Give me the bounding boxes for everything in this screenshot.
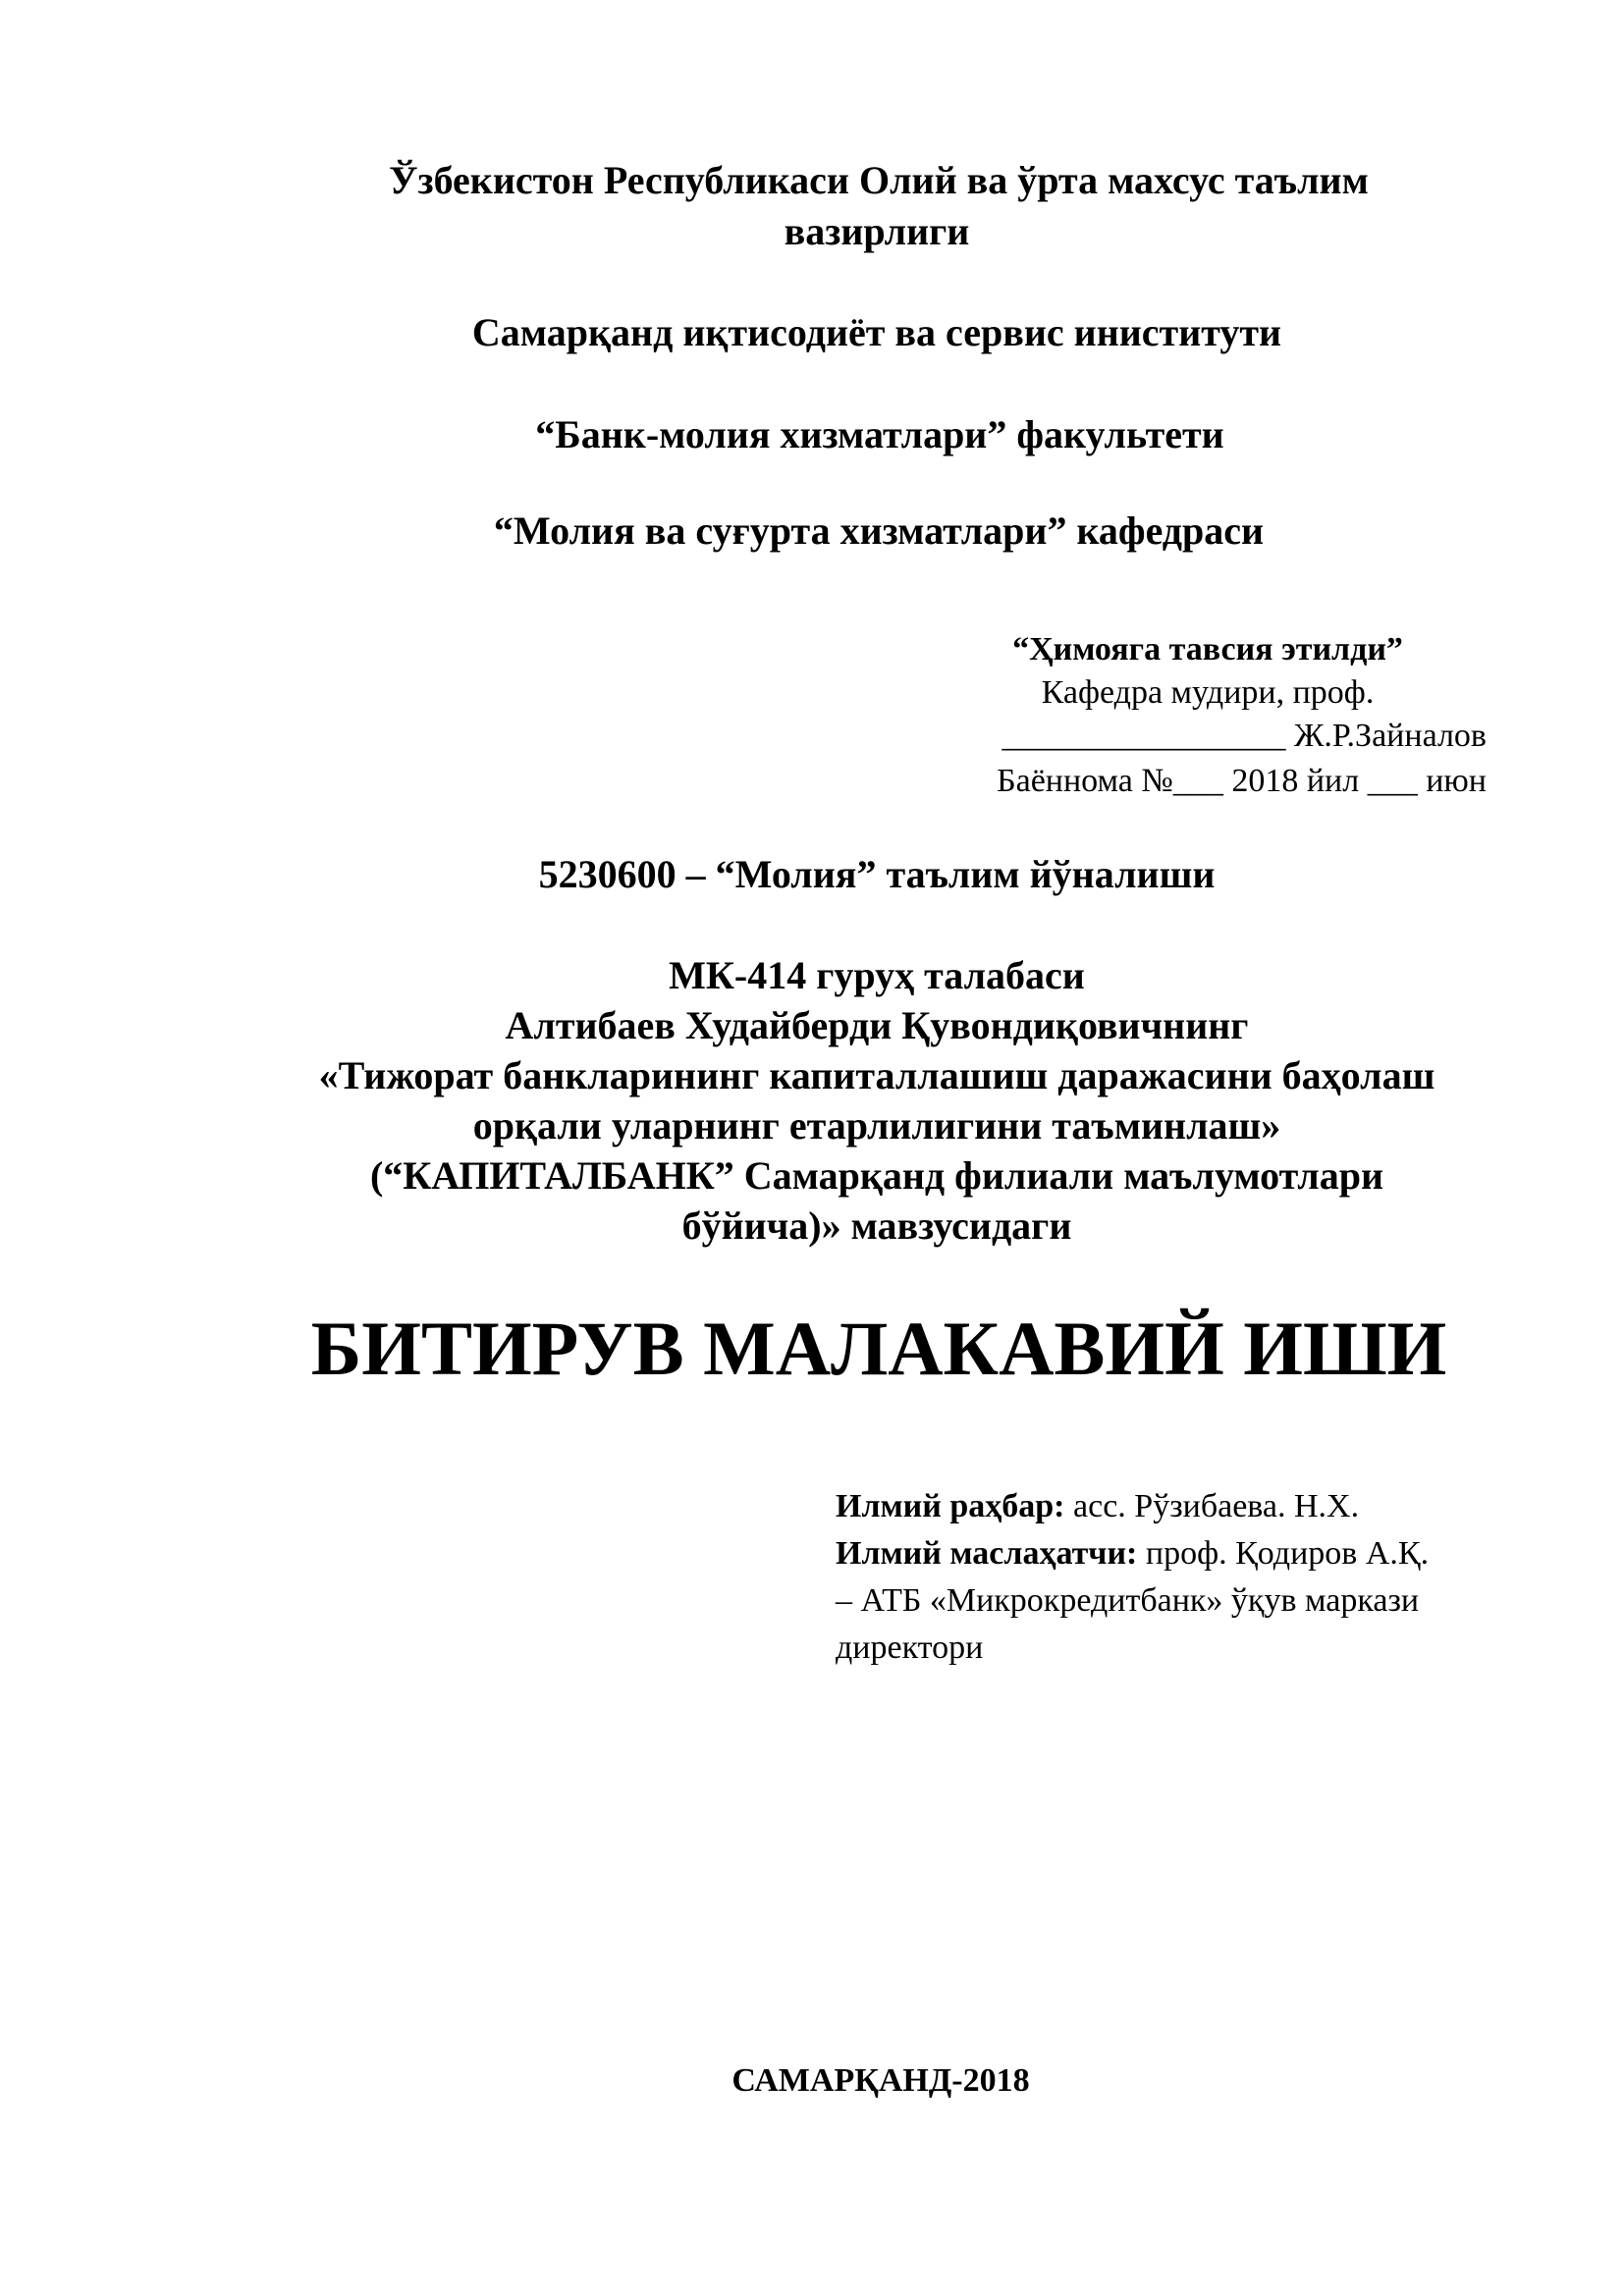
main-title: БИТИРУВ МАЛАКАВИЙ ИШИ — [310, 1306, 1447, 1391]
city-year: САМАРҚАНД-2018 — [731, 2062, 1030, 2099]
consultant-line-3: директори — [836, 1629, 984, 1666]
ministry-line-1: Ўзбекистон Республикаси Олий ва ўрта махсус таълим — [389, 158, 1369, 202]
approval-protocol: Баённома №___ 2018 йил ___ июн — [997, 763, 1487, 799]
approval-signature-line: _________________ Ж.Р.Зайналов — [1001, 718, 1487, 754]
department-name: “Молия ва суғурта хизматлари” кафедраси — [493, 508, 1265, 553]
approval-position: Кафедра мудири, проф. — [1041, 674, 1375, 711]
topic-line-4: бўйича)» мавзусидаги — [681, 1203, 1072, 1248]
advisor-row — [836, 1483, 1523, 1530]
study-direction: 5230600 – “Молия” таълим йўналиши — [538, 852, 1216, 896]
consultant-value: проф. Қодиров А.Қ. — [1137, 1535, 1430, 1572]
consultant-label: Илмий маслаҳатчи: — [836, 1535, 1138, 1572]
consultant-line-2: – АТБ «Микрокредитбанк» ўқув маркази — [836, 1582, 1420, 1619]
institute-name: Самарқанд иқтисодиёт ва сервис иниститути — [471, 310, 1282, 354]
faculty-name: “Банк-молия хизматлари” факультети — [535, 412, 1224, 456]
advisor-value: асс. Рўзибаева. Н.Х. — [1064, 1488, 1360, 1524]
approval-heading: “Ҳимояга тавсия этилди” — [1012, 631, 1403, 667]
student-name: Алтибаев Худайберди Қувондиқовичнинг — [505, 1003, 1249, 1047]
advisor-label: Илмий раҳбар: — [836, 1488, 1065, 1524]
topic-line-3: (“КАПИТАЛБАНК” Самарқанд филиали маълумотлари — [369, 1153, 1383, 1198]
topic-line-2: орқали уларнинг етарлилигини таъминлаш» — [472, 1103, 1281, 1148]
topic-line-1: «Тижорат банкларининг капиталлашиш даражасини баҳолаш — [318, 1053, 1435, 1097]
student-group: МК-414 гуруҳ талабаси — [669, 953, 1085, 997]
consultant-row — [836, 1530, 1523, 1577]
ministry-line-2: вазирлиги — [784, 209, 970, 253]
supervisors-block — [836, 1483, 1523, 1672]
